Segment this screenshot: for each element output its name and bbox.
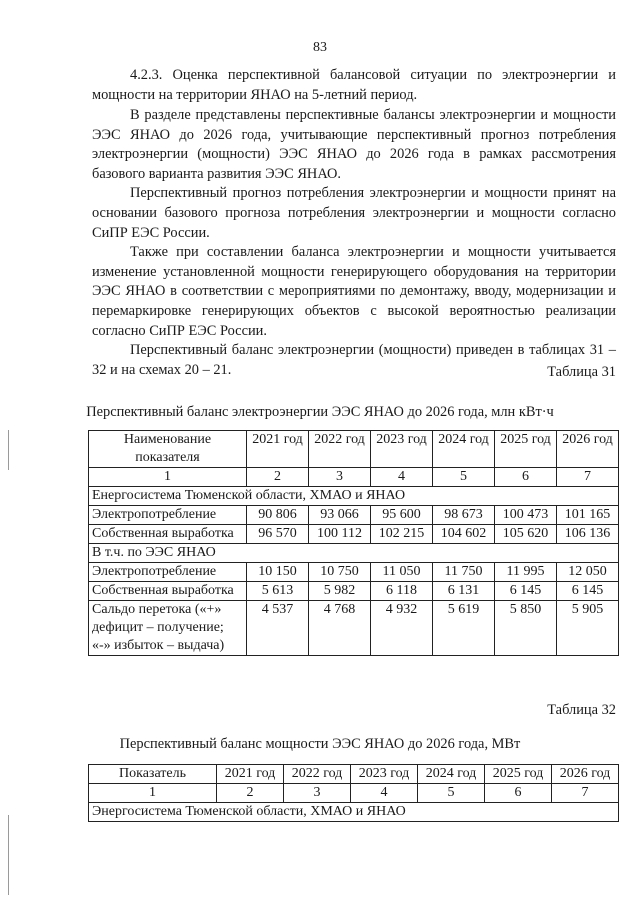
scan-edge-line-top <box>8 430 9 470</box>
value-cell: 100 473 <box>495 506 557 525</box>
value-cell: 96 570 <box>247 525 309 544</box>
header-year-cell: 2022 год <box>284 765 351 784</box>
column-number-cell: 7 <box>552 784 619 803</box>
value-cell: 5 613 <box>247 582 309 601</box>
paragraph-3: Также при составлении баланса электроэнергии и мощности учитывается изменение установленной мощности генерирующего оборудования на территории ЭЭС ЯНАО в соответствии с мероприятиями по демонтажу, вводу, модернизации и перемаркировке генерирующих объектов с высокой вероятностью реализации согласно СиПР ЕЭС России. <box>92 244 616 339</box>
row-name: Собственная выработка <box>89 525 247 544</box>
paragraph-4: Перспективный баланс электроэнергии (мощности) приведен в таблицах 31 – 32 и на схемах 20 – 21. <box>92 342 616 378</box>
value-cell: 4 537 <box>247 601 309 656</box>
value-cell: 6 145 <box>557 582 619 601</box>
header-year-cell: 2025 год <box>495 431 557 468</box>
value-cell: 102 215 <box>371 525 433 544</box>
value-cell: 12 050 <box>557 563 619 582</box>
column-number-cell: 7 <box>557 468 619 487</box>
column-number-cell: 2 <box>217 784 284 803</box>
table-31-caption: Перспективный баланс электроэнергии ЭЭС ЯНАО до 2026 года, млн кВт·ч <box>86 404 554 420</box>
column-number-cell: 5 <box>418 784 485 803</box>
row-name: Электропотребление <box>89 563 247 582</box>
table-header-row <box>89 431 619 468</box>
page-number: 83 <box>313 40 327 55</box>
column-number-row <box>89 468 619 487</box>
table-header-row <box>89 765 619 784</box>
value-cell: 5 905 <box>557 601 619 656</box>
table-row <box>89 506 619 525</box>
value-cell: 104 602 <box>433 525 495 544</box>
value-cell: 6 118 <box>371 582 433 601</box>
group-label: Энергосистема Тюменской области, ХМАО и ЯНАО <box>89 803 619 822</box>
group-row <box>89 487 619 506</box>
value-cell: 100 112 <box>309 525 371 544</box>
group-label: В т.ч. по ЭЭС ЯНАО <box>89 544 619 563</box>
table-row <box>89 525 619 544</box>
column-number-cell: 4 <box>351 784 418 803</box>
value-cell: 11 995 <box>495 563 557 582</box>
value-cell: 93 066 <box>309 506 371 525</box>
column-number-cell: 1 <box>89 784 217 803</box>
header-year-cell: 2022 год <box>309 431 371 468</box>
header-year-cell: 2024 год <box>418 765 485 784</box>
value-cell: 4 932 <box>371 601 433 656</box>
row-name: Сальдо перетока («+» дефицит – получение; «-» избыток – выдача) <box>89 601 247 656</box>
value-cell: 106 136 <box>557 525 619 544</box>
table-32-label: Таблица 32 <box>547 702 616 718</box>
value-cell: 10 150 <box>247 563 309 582</box>
value-cell: 95 600 <box>371 506 433 525</box>
value-cell: 11 750 <box>433 563 495 582</box>
table-row <box>89 563 619 582</box>
table-row <box>89 601 619 656</box>
scan-edge-line-bottom <box>8 815 9 895</box>
group-label: Енергосистема Тюменской области, ХМАО и ЯНАО <box>89 487 619 506</box>
column-number-cell: 4 <box>371 468 433 487</box>
table-31-label: Таблица 31 <box>547 364 616 380</box>
header-year-cell: 2023 год <box>371 431 433 468</box>
section-heading: 4.2.3. Оценка перспективной балансовой ситуации по электроэнергии и мощности на территории ЯНАО на 5-летний период. <box>92 67 616 103</box>
header-year-cell: 2024 год <box>433 431 495 468</box>
body-text <box>92 106 616 380</box>
paragraph-1: В разделе представлены перспективные балансы электроэнергии и мощности ЭЭС ЯНАО до 2026 года, учитывающие перспективный прогноз потребления электроэнергии (мощности) ЭЭС ЯНАО до 2026 года в рамках рассмотрения базового варианта развития ЭЭС ЯНАО. <box>92 107 616 182</box>
value-cell: 6 145 <box>495 582 557 601</box>
header-year-cell: 2021 год <box>247 431 309 468</box>
table-31 <box>88 430 619 656</box>
column-number-cell: 2 <box>247 468 309 487</box>
value-cell: 10 750 <box>309 563 371 582</box>
table-32 <box>88 764 619 822</box>
value-cell: 90 806 <box>247 506 309 525</box>
value-cell: 101 165 <box>557 506 619 525</box>
header-year-cell: 2026 год <box>557 431 619 468</box>
header-year-cell: 2026 год <box>552 765 619 784</box>
section-heading-block <box>92 66 616 105</box>
value-cell: 6 131 <box>433 582 495 601</box>
column-number-cell: 3 <box>309 468 371 487</box>
header-name-cell: Показатель <box>89 765 217 784</box>
table-row <box>89 582 619 601</box>
value-cell: 105 620 <box>495 525 557 544</box>
row-name: Собственная выработка <box>89 582 247 601</box>
value-cell: 11 050 <box>371 563 433 582</box>
header-name-cell: Наименование показателя <box>89 431 247 468</box>
column-number-row <box>89 784 619 803</box>
column-number-cell: 6 <box>485 784 552 803</box>
group-row <box>89 544 619 563</box>
group-row <box>89 803 619 822</box>
column-number-cell: 6 <box>495 468 557 487</box>
column-number-cell: 3 <box>284 784 351 803</box>
row-name: Электропотребление <box>89 506 247 525</box>
column-number-cell: 5 <box>433 468 495 487</box>
value-cell: 5 850 <box>495 601 557 656</box>
paragraph-2: Перспективный прогноз потребления электроэнергии и мощности принят на основании базового прогноза потребления электроэнергии и мощности согласно СиПР ЕЭС России. <box>92 185 616 241</box>
header-year-cell: 2021 год <box>217 765 284 784</box>
table-32-caption: Перспективный баланс мощности ЭЭС ЯНАО до 2026 года, МВт <box>119 736 521 752</box>
header-year-cell: 2025 год <box>485 765 552 784</box>
column-number-cell: 1 <box>89 468 247 487</box>
value-cell: 4 768 <box>309 601 371 656</box>
value-cell: 5 619 <box>433 601 495 656</box>
value-cell: 5 982 <box>309 582 371 601</box>
header-year-cell: 2023 год <box>351 765 418 784</box>
value-cell: 98 673 <box>433 506 495 525</box>
